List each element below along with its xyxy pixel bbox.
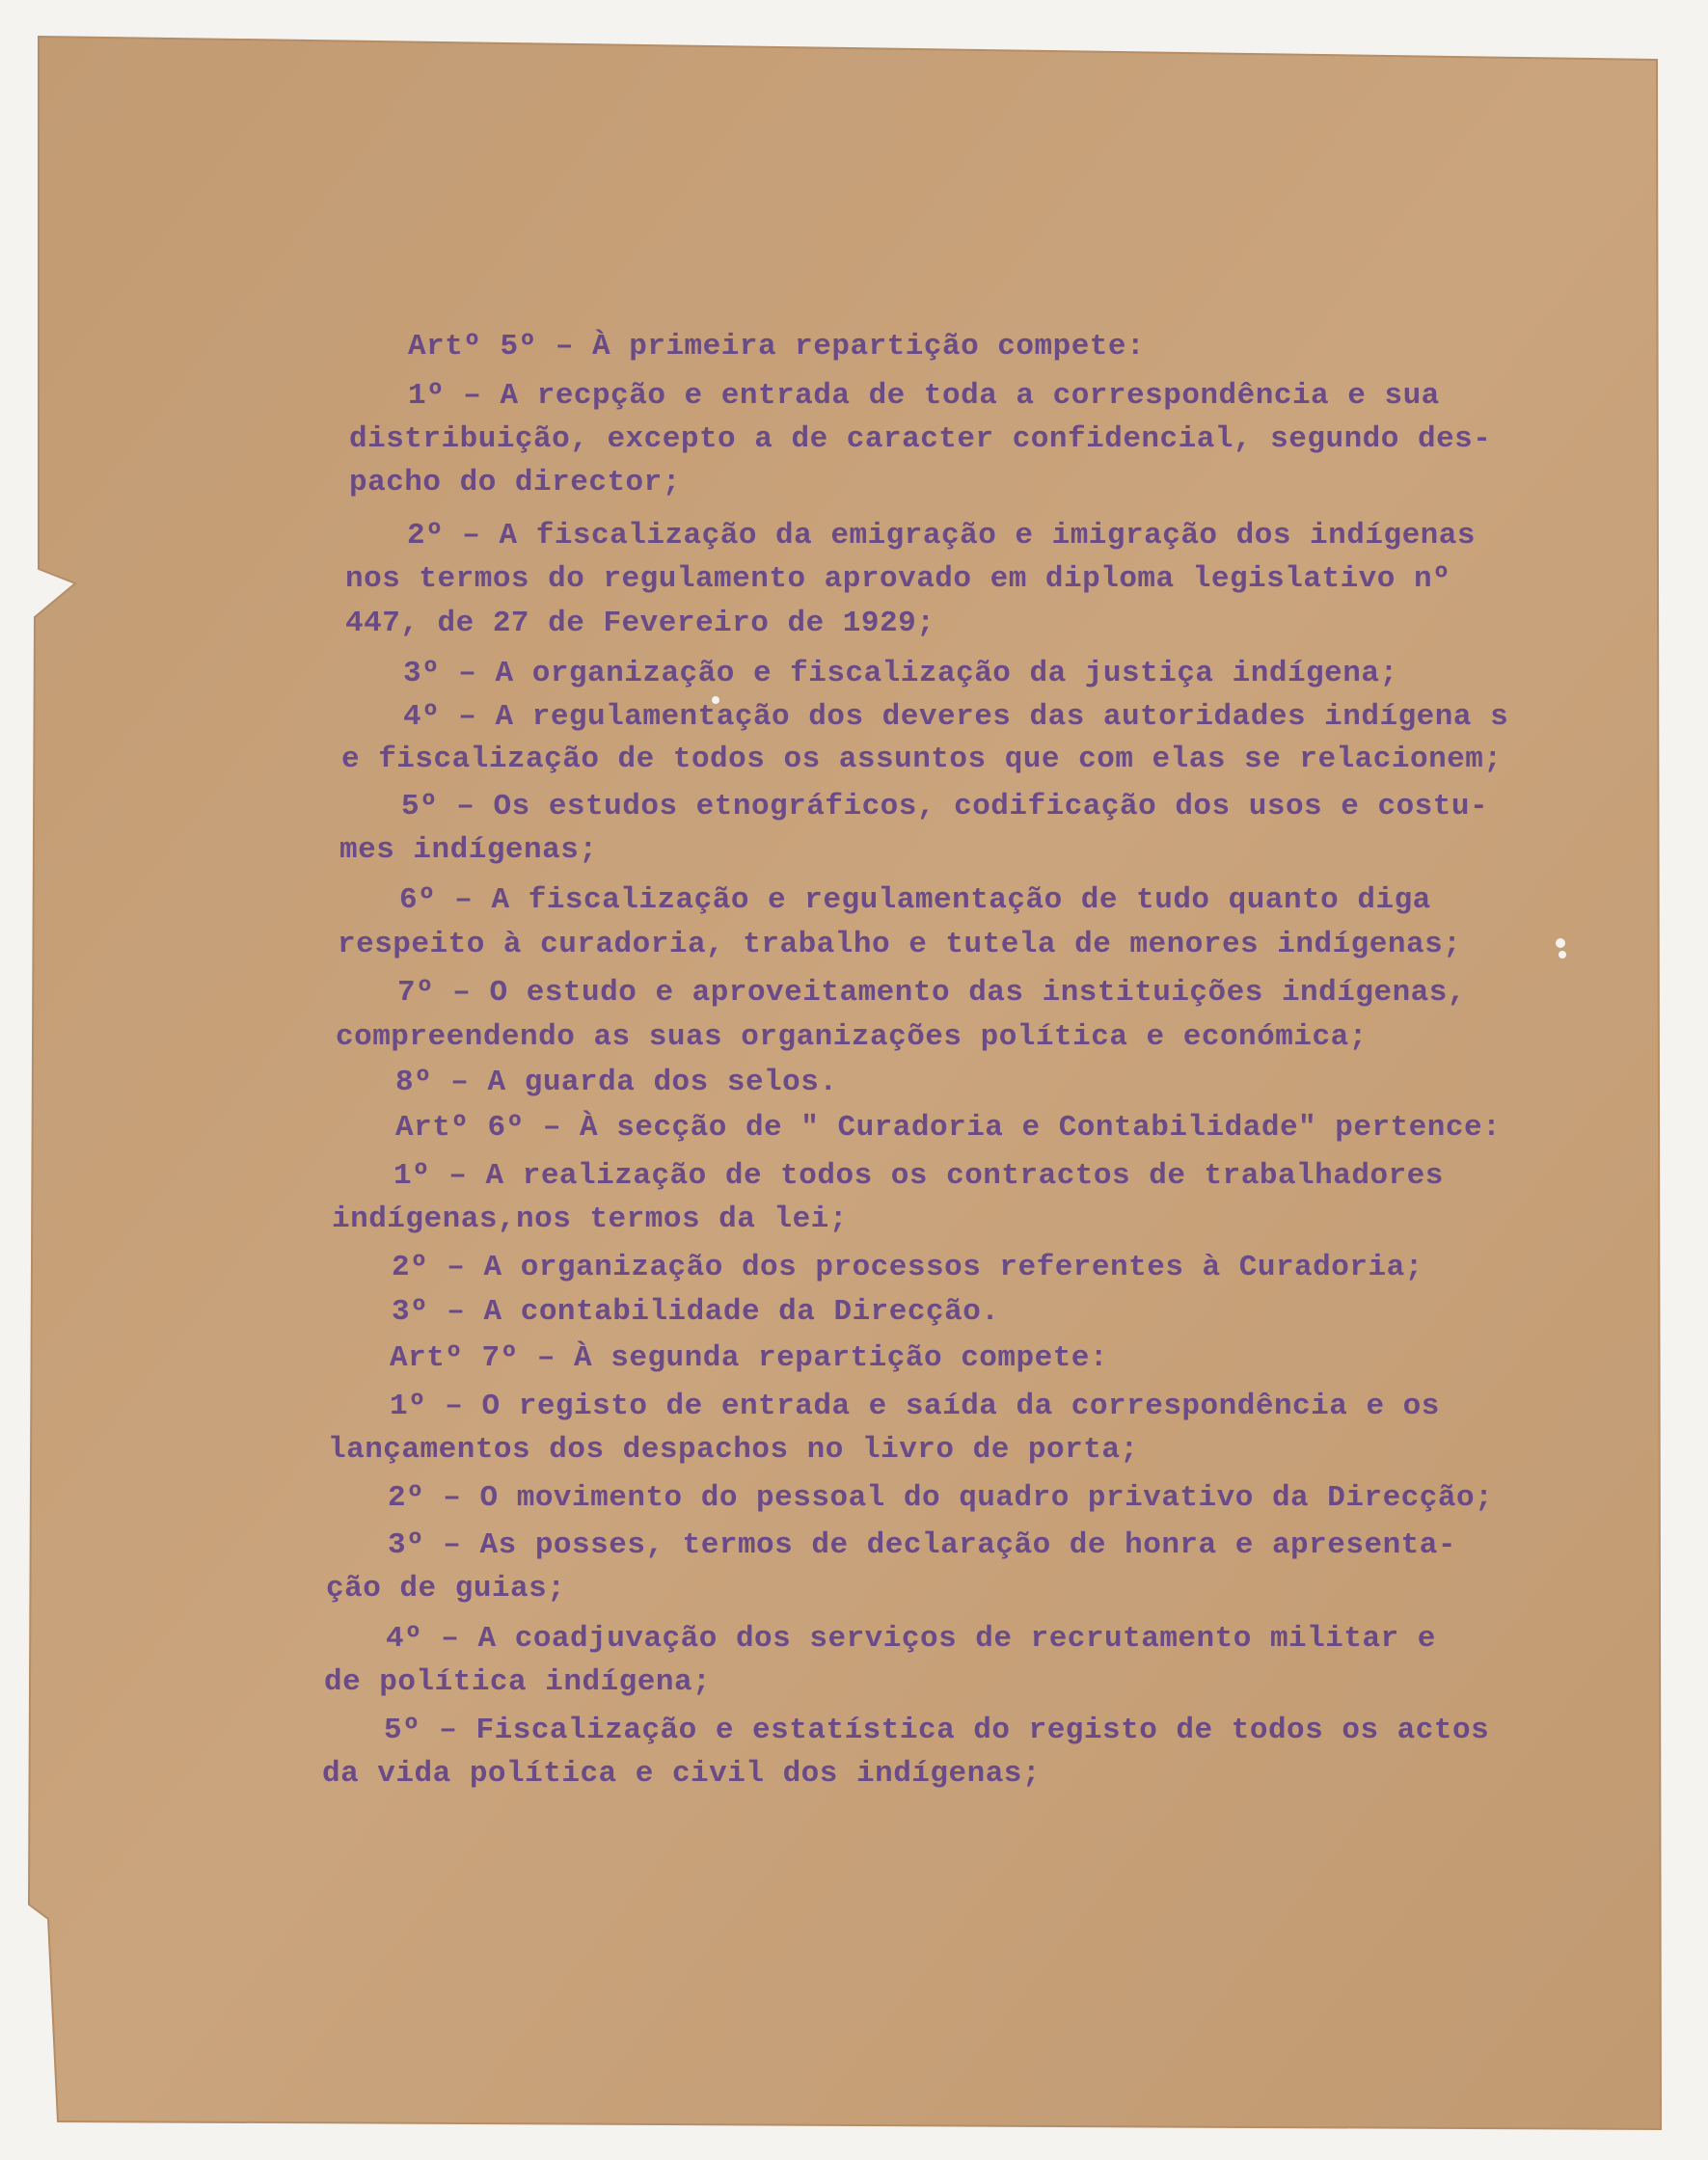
- text-line: pacho do director;: [349, 466, 681, 500]
- text-line: 447, de 27 de Fevereiro de 1929;: [345, 607, 935, 640]
- text-line: da vida política e civil dos indígenas;: [322, 1757, 1042, 1791]
- text-line: 3º – As posses, termos de declaração de honra e apresenta-: [388, 1528, 1456, 1562]
- text-line: respeito à curadoria, trabalho e tutela de menores indígenas;: [338, 928, 1462, 961]
- paper-hole-speck: [1556, 938, 1565, 948]
- paper-hole-speck: [1559, 951, 1566, 958]
- text-line: 7º – O estudo e aproveitamento das instituições indígenas,: [397, 976, 1466, 1010]
- text-line: 2º – A organização dos processos referentes à Curadoria;: [392, 1251, 1423, 1284]
- text-line: 2º – O movimento do pessoal do quadro privativo da Direcção;: [388, 1481, 1494, 1515]
- text-line: mes indígenas;: [339, 833, 598, 867]
- text-line: 5º – Fiscalização e estatística do registo de todos os actos: [384, 1714, 1490, 1747]
- text-line: 2º – A fiscalização da emigração e imigração dos indígenas: [407, 519, 1476, 553]
- text-line: ção de guias;: [326, 1572, 566, 1606]
- text-line: de política indígena;: [324, 1665, 712, 1699]
- text-line: lançamentos dos despachos no livro de porta;: [328, 1433, 1139, 1467]
- text-line: indígenas,nos termos da lei;: [332, 1202, 848, 1236]
- text-line: 3º – A organização e fiscalização da justiça indígena;: [403, 657, 1398, 690]
- text-line: 1º – O registo de entrada e saída da correspondência e os: [390, 1390, 1440, 1423]
- article-heading: Artº 5º – À primeira repartição compete:: [408, 330, 1146, 364]
- text-line: 3º – A contabilidade da Direcção.: [392, 1295, 1000, 1329]
- text-line: 1º – A recpção e entrada de toda a correspondência e sua: [408, 379, 1440, 413]
- text-line: compreendendo as suas organizações política e económica;: [336, 1020, 1368, 1054]
- text-line: e fiscalização de todos os assuntos que com elas se relacionem;: [341, 742, 1503, 776]
- article-heading: Artº 6º – À secção de " Curadoria e Contabilidade" pertence:: [395, 1111, 1502, 1145]
- article-heading: Artº 7º – À segunda repartição compete:: [390, 1341, 1109, 1375]
- text-line: 6º – A fiscalização e regulamentação de tudo quanto diga: [399, 883, 1431, 917]
- text-line: 8º – A guarda dos selos.: [395, 1066, 838, 1099]
- text-line: 5º – Os estudos etnográficos, codificação dos usos e costu-: [401, 790, 1489, 824]
- text-line: 1º – A realização de todos os contractos de trabalhadores: [393, 1159, 1444, 1193]
- text-line: 4º – A coadjuvação dos serviços de recrutamento militar e: [386, 1622, 1436, 1656]
- text-line: 4º – A regulamentação dos deveres das autoridades indígena s: [403, 700, 1509, 734]
- text-line: nos termos do regulamento aprovado em diploma legislativo nº: [345, 562, 1451, 596]
- text-line: distribuição, excepto a de caracter confidencial, segundo des-: [349, 422, 1492, 456]
